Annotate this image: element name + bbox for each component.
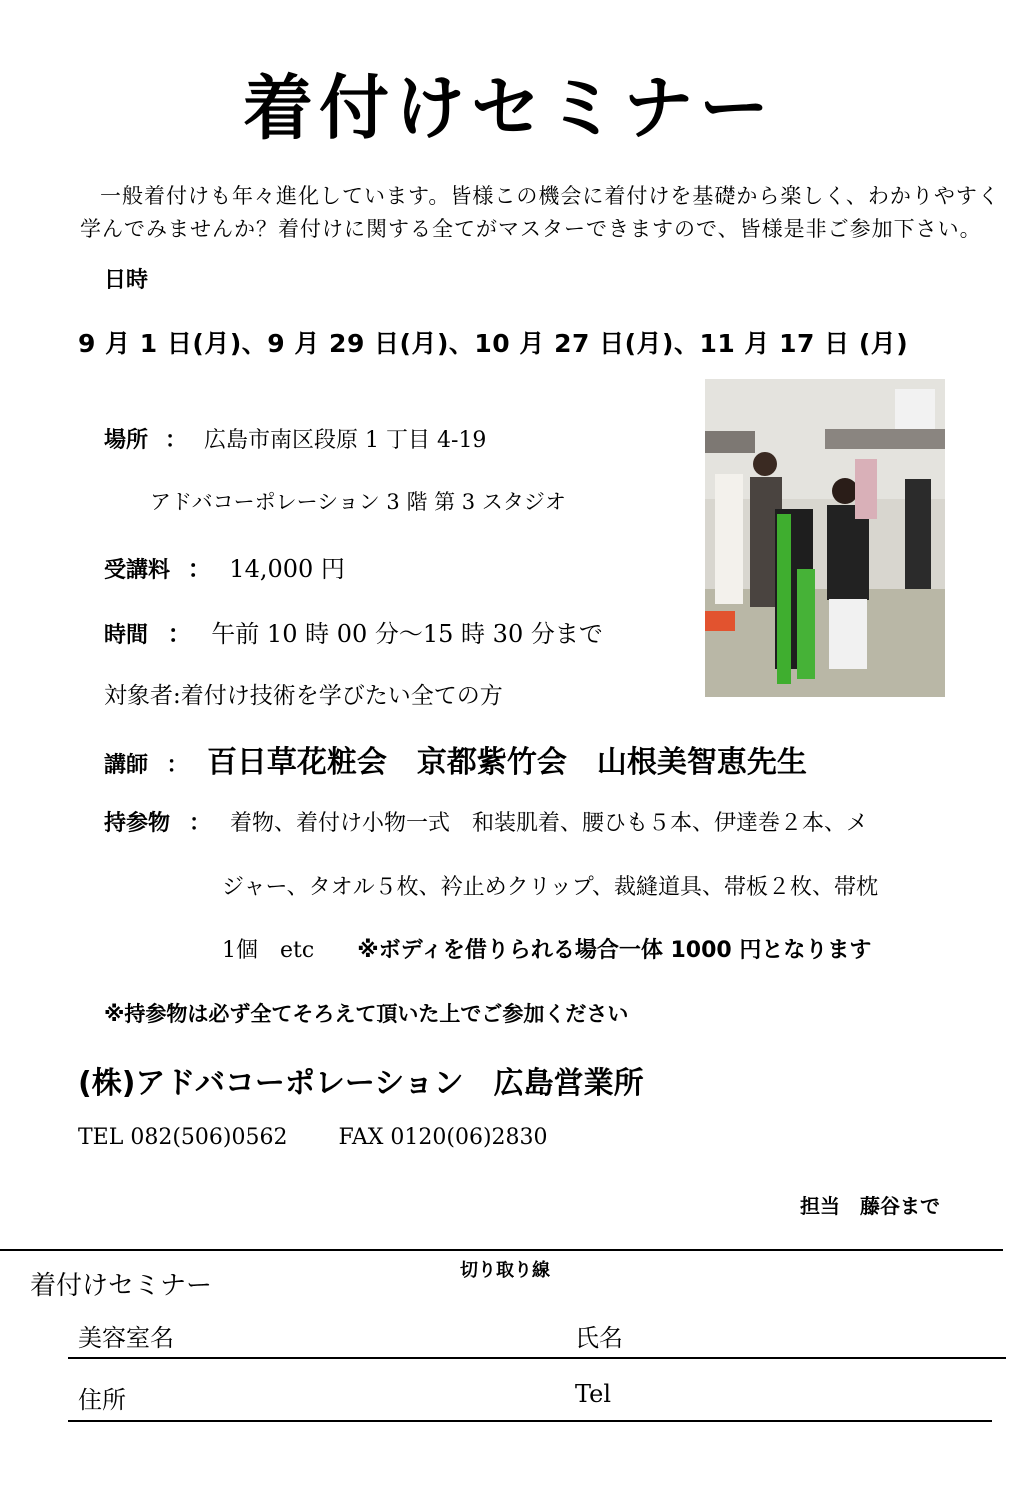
form-line-2 [68,1420,992,1422]
intro-line-1: 一般着付けも年々進化しています。皆様この機会に着付けを基礎から楽しく、わかりやすく [100,184,1000,208]
cut-divider [0,1249,1003,1251]
fee-value: 14,000 円 [229,555,345,583]
audience-value: 着付け技術を学びたい全ての方 [180,683,503,709]
contact-row [78,1125,548,1150]
page-title: 着付けセミナー [243,66,775,149]
place-building: アドバコーポレーション 3 階 第 3 スタジオ [150,490,566,514]
items-colon: ： [189,811,212,836]
bring-notice: ※持参物は必ず全てそろえて頂いた上でご参加ください [104,1002,629,1026]
place-label: 場所 [104,428,149,453]
company-name: (株)アドバコーポレーション 広島営業所 [78,1066,644,1101]
fax-number: FAX 0120(06)2830 [338,1125,548,1150]
items-row [104,806,868,837]
seminar-photo-illustration [705,379,945,697]
seminar-dates: 9 月 1 日(月)、9 月 29 日(月)、10 月 27 日(月)、11 月 17 日 (月) [78,329,909,358]
instructor-row [104,737,807,781]
time-label: 時間 [104,623,149,648]
items-line-2: ジャー、タオル５枚、衿止めクリップ、裁縫道具、帯板２枚、帯枕 [222,875,879,900]
items-label: 持参物 [104,811,171,836]
items-line-3 [222,933,871,964]
cut-line-label: 切り取り線 [460,1260,550,1281]
form-line-1 [68,1357,1006,1359]
time-row [104,614,603,649]
date-label: 日時 [104,268,149,293]
instructor-name: 百日草花粧会 京都紫竹会 山根美智恵先生 [206,745,807,780]
time-colon: ： [167,620,192,648]
name-label: 氏名 [575,1324,623,1352]
tel-label: Tel [575,1380,612,1408]
fee-label: 受講料 [104,558,171,583]
items-line-3-count: 1個 etc [222,938,315,963]
place-row [104,423,486,454]
time-value: 午前 10 時 00 分～15 時 30 分まで [211,620,603,648]
address-label: 住所 [78,1386,126,1414]
intro-line-2: 学んでみませんか？着付けに関する全てがマスターできますので、皆様是非ご参加下さい。 [80,217,982,241]
audience-label: 対象者 [104,683,173,709]
place-address: 広島市南区段原 1 丁目 4-19 [204,428,487,453]
salon-name-label: 美容室名 [78,1324,174,1352]
items-line-1: 着物、着付け小物一式 和装肌着、腰ひも５本、伊達巻２本、メ [230,811,869,836]
seminar-photo [705,379,945,697]
fee-colon: ： [187,555,212,583]
tel-number: TEL 082(506)0562 [78,1125,288,1150]
items-body-rental-note: ※ボディを借りられる場合一体 1000 円となります [357,938,872,963]
staff-contact: 担当 藤谷まで [800,1194,940,1218]
form-title: 着付けセミナー [30,1271,213,1301]
fee-row [104,549,345,584]
instructor-label: 講師 [104,753,149,778]
place-colon: ： [165,428,188,453]
audience-row: 対象者:着付け技術を学びたい全ての方 [104,683,503,709]
instructor-colon: ： [166,753,189,778]
